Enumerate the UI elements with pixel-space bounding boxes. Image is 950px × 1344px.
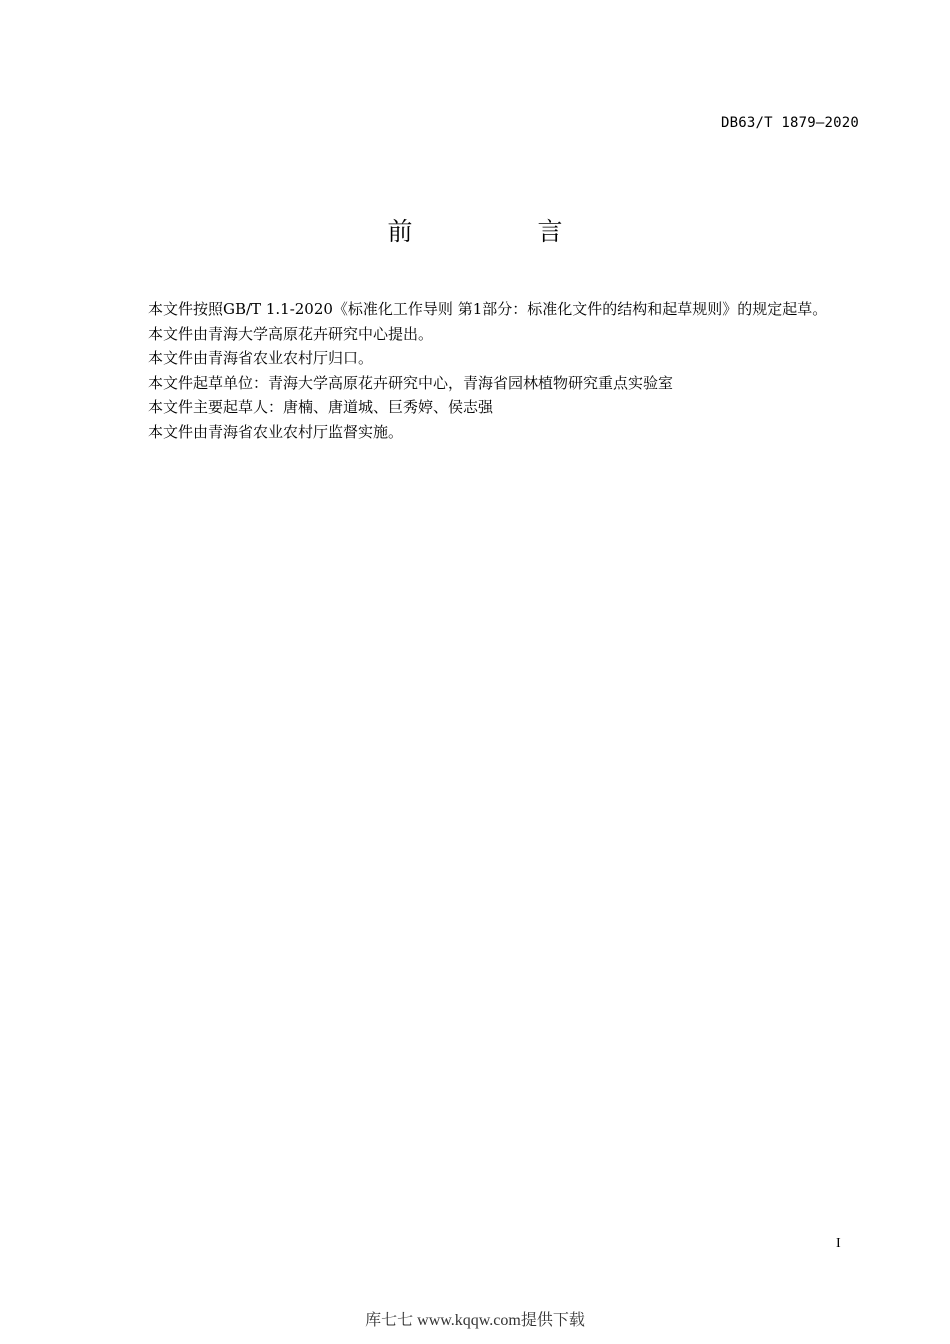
paragraph-drafting-units: 本文件起草单位：青海大学高原花卉研究中心，青海省园林植物研究重点实验室 xyxy=(148,373,674,392)
paragraph-proposer: 本文件由青海大学高原花卉研究中心提出。 xyxy=(148,324,434,343)
foreword-body xyxy=(114,297,860,444)
paragraph-drafters: 本文件主要起草人：唐楠、唐道城、巨秀婷、侯志强 xyxy=(148,398,494,416)
page-title: 前 言 xyxy=(387,217,613,246)
page-number: I xyxy=(836,1236,841,1251)
paragraph-supervision: 本文件由青海省农业农村厅监督实施。 xyxy=(148,422,404,441)
paragraph-drafting-rules: 本文件按照GB/T 1.1-2020《标准化工作导则 第1部分：标准化文件的结构和起草规则》的规定起草。 xyxy=(148,300,828,318)
download-watermark: 库七七 www.kqqw.com提供下载 xyxy=(365,1312,585,1329)
paragraph-centralized-unit: 本文件由青海省农业农村厅归口。 xyxy=(148,349,374,367)
document-code: DB63/T 1879—2020 xyxy=(720,115,859,131)
